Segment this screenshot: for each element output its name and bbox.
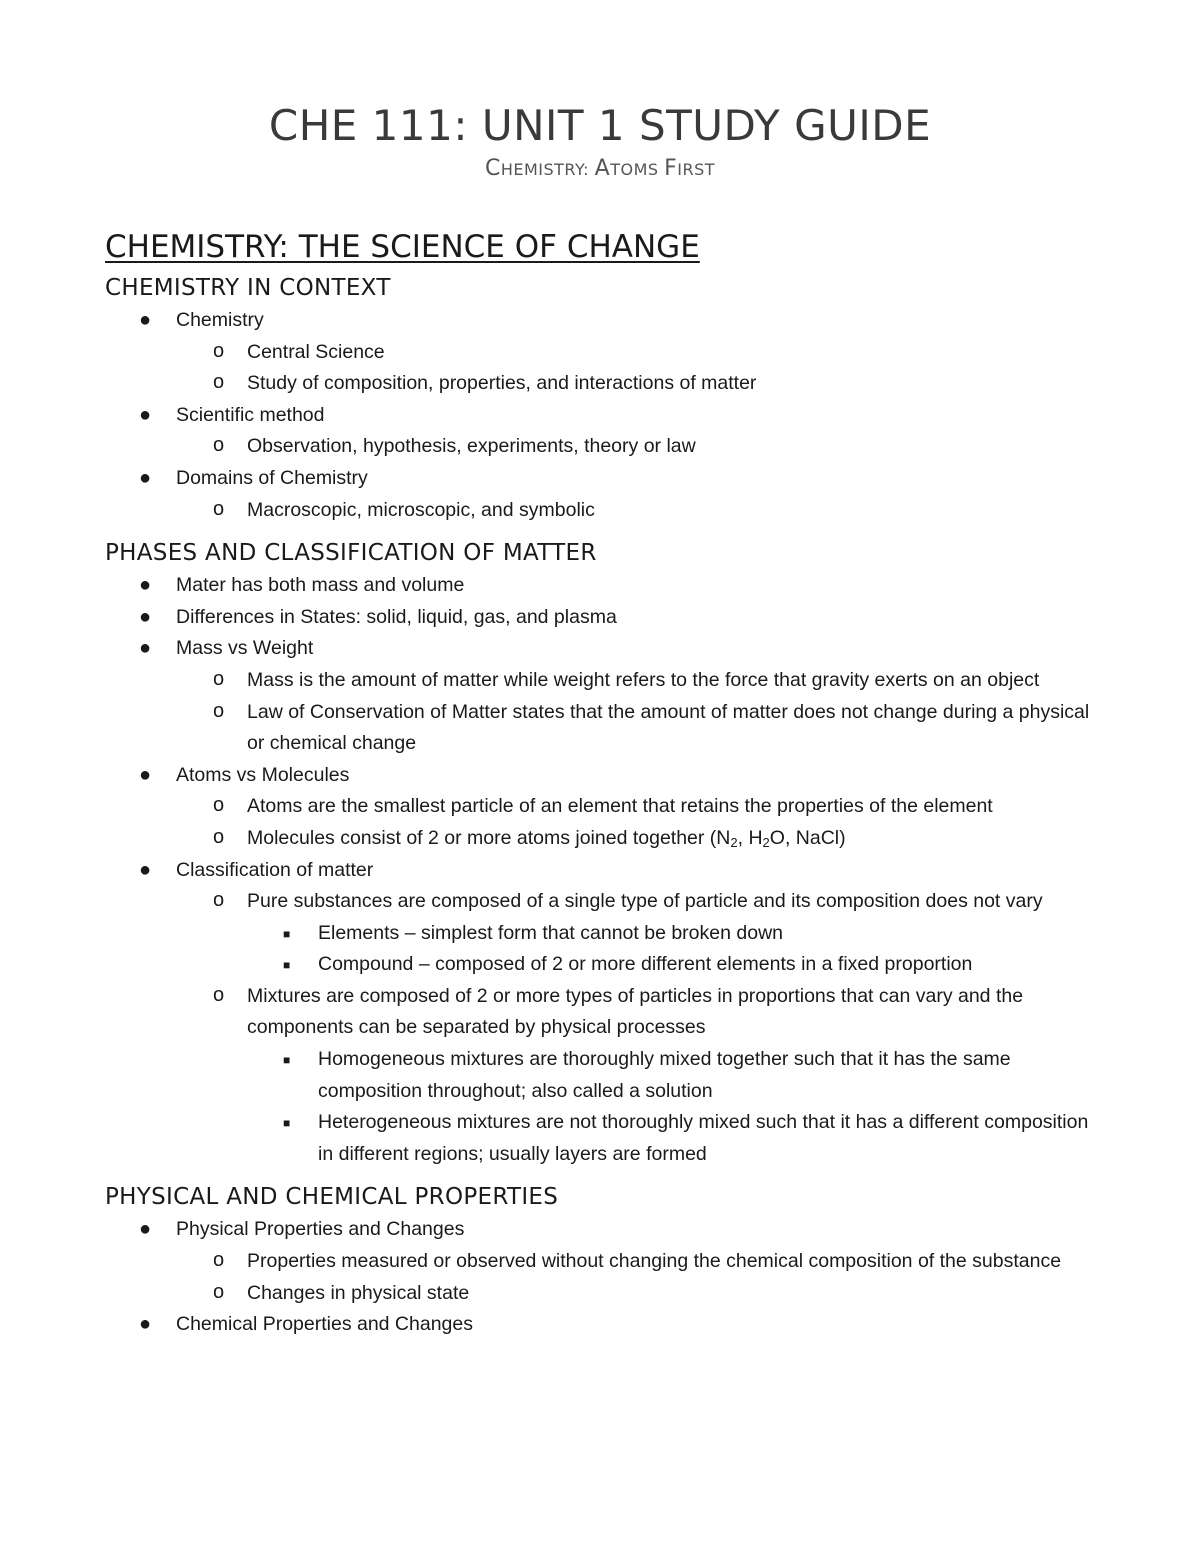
bullet-icon: ● <box>139 1218 152 1241</box>
list-item <box>105 431 1095 463</box>
subtitle-word: IRST <box>677 160 716 179</box>
list-item <box>105 602 1095 634</box>
list-item <box>105 918 1095 950</box>
formula-text: O, NaCl) <box>769 826 846 849</box>
list-item <box>105 633 1095 665</box>
circle-bullet-icon: o <box>213 983 225 1006</box>
list-item <box>105 855 1095 887</box>
circle-bullet-icon: o <box>213 699 225 722</box>
circle-bullet-icon: o <box>213 339 225 362</box>
list-item-text: Pure substances are composed of a single type of particle and its composition does not vary <box>247 890 1043 913</box>
circle-bullet-icon: o <box>213 1280 225 1303</box>
list-item <box>105 823 1095 855</box>
list-item <box>105 697 1095 760</box>
circle-bullet-icon: o <box>213 371 225 394</box>
list-item-text: Compound – composed of 2 or more different elements in a fixed proportion <box>318 953 973 976</box>
bullet-icon: ● <box>139 637 152 660</box>
bullet-icon: ● <box>139 858 152 881</box>
bullet-icon: ● <box>139 763 152 786</box>
heading-physical-chemical-properties: PHYSICAL AND CHEMICAL PROPERTIES <box>105 1184 559 1211</box>
list-item-text: Chemical Properties and Changes <box>176 1313 473 1336</box>
context-list <box>105 305 1095 526</box>
list-item-text: Heterogeneous mixtures are not thoroughly mixed such that it has a different composition in different regions; usually layers are formed <box>318 1111 1089 1165</box>
list-item-text: Mass vs Weight <box>176 637 314 660</box>
formula-text: Molecules consist of 2 or more atoms joined together (N <box>247 826 731 849</box>
formula-text: , H <box>737 826 763 849</box>
phases-list <box>105 570 1095 1170</box>
list-item-text: Differences in States: solid, liquid, gas, and plasma <box>176 605 617 628</box>
subtitle-word: HEMISTRY: <box>500 160 590 179</box>
list-item-text: Domains of Chemistry <box>176 466 368 489</box>
circle-bullet-icon: o <box>213 434 225 457</box>
list-item-text: Macroscopic, microscopic, and symbolic <box>247 498 595 521</box>
subtitle-word: TOMS <box>610 160 659 179</box>
list-item-text: Atoms are the smallest particle of an element that retains the properties of the element <box>247 795 993 818</box>
circle-bullet-icon: o <box>213 889 225 912</box>
list-item <box>105 1107 1095 1170</box>
list-item <box>105 305 1095 337</box>
document-subtitle <box>105 154 1095 185</box>
square-bullet-icon: ■ <box>283 1053 291 1068</box>
list-item <box>105 337 1095 369</box>
list-item-text: Mater has both mass and volume <box>176 574 465 597</box>
list-item-text: Physical Properties and Changes <box>176 1218 465 1241</box>
heading-chemistry-in-context: CHEMISTRY IN CONTEXT <box>105 275 391 301</box>
list-item <box>105 760 1095 792</box>
list-item-text: Properties measured or observed without changing the chemical composition of the substance <box>247 1250 1062 1273</box>
list-item <box>105 665 1095 697</box>
circle-bullet-icon: o <box>213 497 225 520</box>
subscript: 2 <box>762 834 770 850</box>
list-item-text: Classification of matter <box>176 858 374 881</box>
list-item-text: Elements – simplest form that cannot be broken down <box>318 921 783 944</box>
circle-bullet-icon: o <box>213 825 225 848</box>
list-item-text: Study of composition, properties, and interactions of matter <box>247 372 757 395</box>
subtitle-cap: A <box>594 156 611 181</box>
list-item <box>105 1309 1095 1341</box>
list-item <box>105 1278 1095 1310</box>
square-bullet-icon: ■ <box>283 926 291 941</box>
circle-bullet-icon: o <box>213 667 225 690</box>
list-item-text: Law of Conservation of Matter states that the amount of matter does not change during a physical or chemical change <box>247 700 1090 755</box>
heading-phases-classification: PHASES AND CLASSIFICATION OF MATTER <box>105 540 597 567</box>
subtitle-cap: F <box>664 156 678 181</box>
circle-bullet-icon: o <box>213 1249 225 1272</box>
list-item <box>105 886 1095 918</box>
list-item-text: Mixtures are composed of 2 or more types of particles in proportions that can vary and the components can be separated by physical processes <box>247 984 1024 1039</box>
document-title: CHE 111: UNIT 1 STUDY GUIDE <box>268 101 932 150</box>
list-item-text: Chemistry <box>176 309 264 331</box>
list-item <box>105 1246 1095 1278</box>
list-item-text: Central Science <box>247 340 385 363</box>
list-item-text: Observation, hypothesis, experiments, theory or law <box>247 435 696 458</box>
circle-bullet-icon: o <box>213 794 225 817</box>
bullet-icon: ● <box>139 1313 152 1336</box>
list-item <box>105 1214 1095 1246</box>
list-item-text: Scientific method <box>176 403 325 426</box>
list-item <box>105 1044 1095 1107</box>
list-item <box>105 981 1095 1044</box>
list-item <box>105 463 1095 495</box>
list-item-text: Homogeneous mixtures are thoroughly mixed together such that it has the same composition throughout; also called a solution <box>318 1048 1011 1102</box>
list-item <box>105 368 1095 400</box>
bullet-icon: ● <box>139 403 152 426</box>
list-item <box>105 949 1095 981</box>
bullet-icon: ● <box>139 309 152 331</box>
list-item <box>105 400 1095 432</box>
list-item-text: Mass is the amount of matter while weight refers to the force that gravity exerts on an object <box>247 668 1040 691</box>
bullet-icon: ● <box>139 574 152 597</box>
list-item-text: Atoms vs Molecules <box>176 763 350 786</box>
square-bullet-icon: ■ <box>283 1116 291 1131</box>
bullet-icon: ● <box>139 466 152 489</box>
list-item <box>105 495 1095 527</box>
bullet-icon: ● <box>139 605 152 628</box>
list-item <box>105 570 1095 602</box>
molecules-text <box>247 827 846 849</box>
list-item-text: Changes in physical state <box>247 1281 470 1304</box>
list-item <box>105 791 1095 823</box>
subscript: 2 <box>730 834 738 850</box>
properties-list <box>105 1214 1095 1340</box>
section-title: CHEMISTRY: THE SCIENCE OF CHANGE <box>105 229 700 265</box>
square-bullet-icon: ■ <box>283 958 291 973</box>
subtitle-cap: C <box>484 156 501 181</box>
